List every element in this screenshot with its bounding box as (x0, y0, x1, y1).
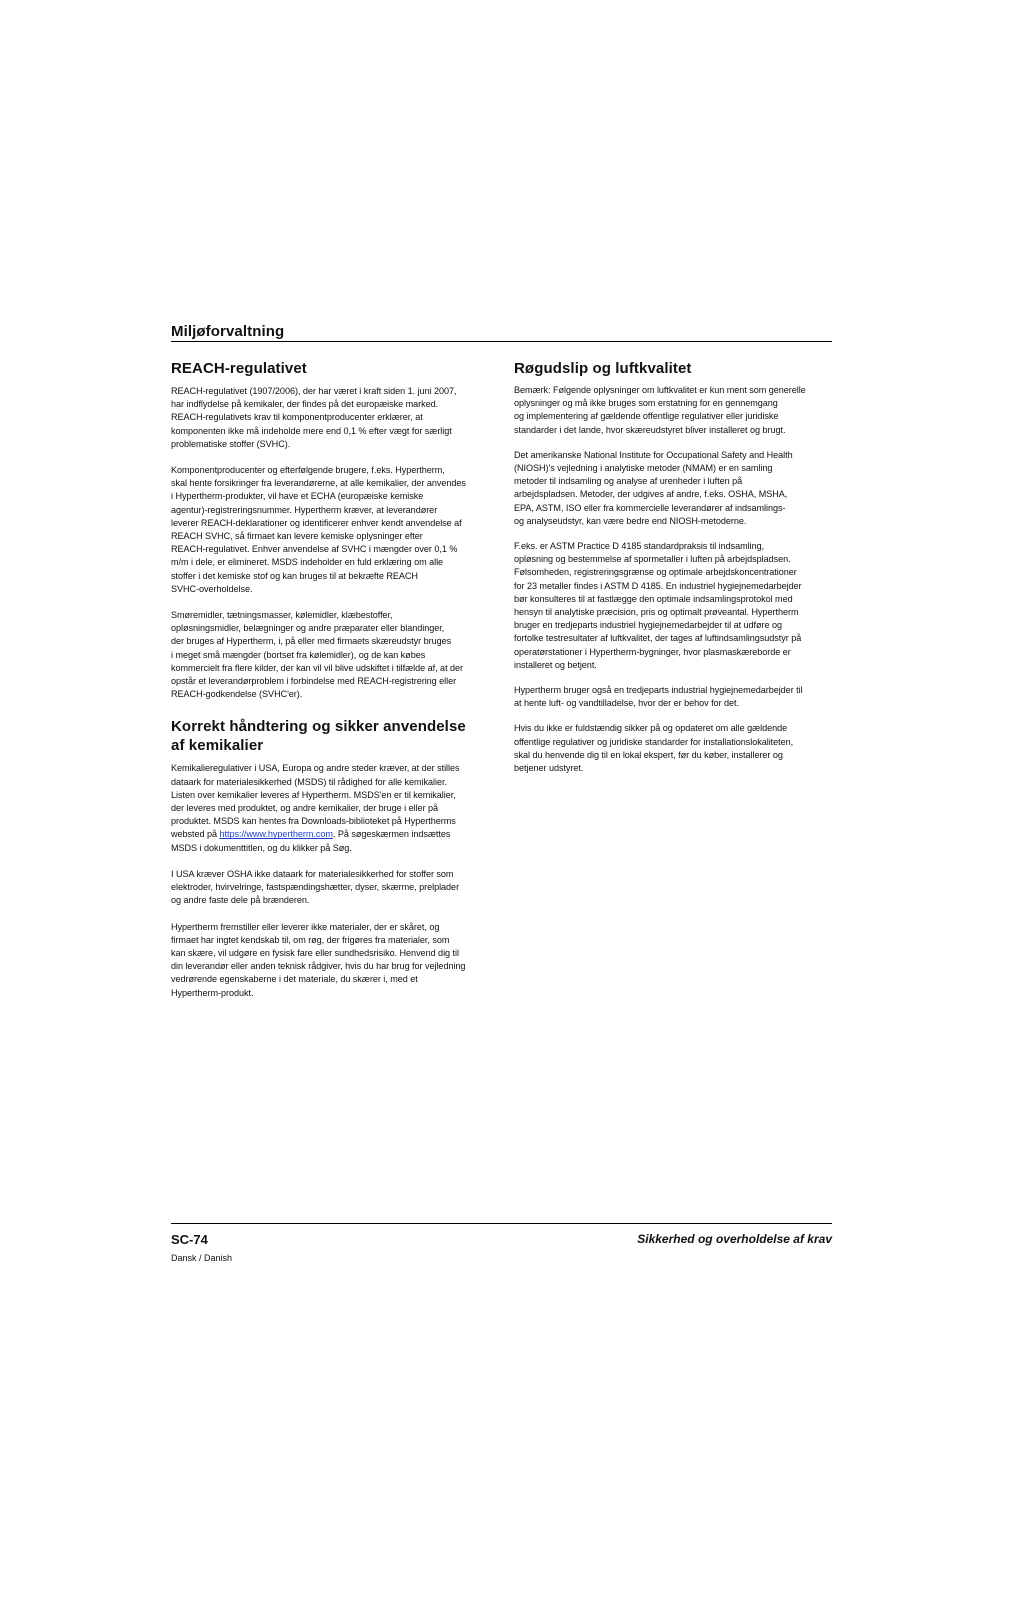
text-line-with-link (171, 828, 489, 841)
text-line: opstår et leverandørproblem i forbindelse med REACH-registrering eller (171, 676, 457, 687)
text-line: Komponentproducenter og efterfølgende brugere, f.eks. Hypertherm, (171, 465, 445, 476)
text-line: installeret og betjent. (514, 659, 597, 670)
text-line: har indflydelse på kemikaler, der findes på det europæiske marked. (171, 399, 439, 410)
fumes-paragraph-5 (514, 722, 834, 775)
text-line: REACH SVHC, så firmaet kan levere kemiske oplysninger efter (171, 531, 423, 542)
text-line: Smøremidler, tætningsmasser, kølemidler, klæbestoffer, (171, 610, 393, 621)
text-line: opløsningsmidler, belægninger og andre præparater eller blandinger, (171, 623, 445, 634)
text-line: dataark for materialesikkerhed (MSDS) til rådighed for alle kemikalier. (171, 776, 447, 787)
text-line: I USA kræver OSHA ikke dataark for materialesikkerhed for stoffer som (171, 868, 454, 879)
right-column (514, 359, 834, 787)
text-line: operatørstationer i Hypertherm-bygninger, hvor plasmaskæreborde er (514, 646, 791, 657)
fumes-paragraph-2 (514, 449, 834, 528)
text-line: produktet. MSDS kan hentes fra Downloads-biblioteket på Hypertherms (171, 816, 456, 827)
text-line: F.eks. er ASTM Practice D 4185 standardpraksis til indsamling, (514, 541, 765, 552)
text-line: Følsomheden, registreringsgrænse og optimale arbejdskoncentrationer (514, 567, 797, 578)
text-line: Hypertherm fremstiller eller leverer ikke materialer, der er skåret, og (171, 921, 440, 932)
text-line: Hypertherm bruger også en tredjeparts industrial hygiejnemedarbejder til (514, 685, 803, 696)
text-line: at hente luft- og vandtilladelse, hvor der er behov for det. (514, 698, 739, 709)
text-line: for 23 metaller findes i ASTM D 4185. En industriel hygiejnemedarbejder (514, 580, 802, 591)
text-line: REACH-regulativet (1907/2006), der har været i kraft siden 1. juni 2007, (171, 386, 457, 396)
document-title: Sikkerhed og overholdelse af krav (637, 1232, 832, 1246)
text-line: stoffer i det kemiske stof og kan bruges til at bekræfte REACH (171, 570, 418, 581)
text-line: der leveres med produktet, og andre kemikalier, der bruge i eller på (171, 803, 439, 814)
reach-paragraph-2 (171, 464, 489, 596)
text-line: Det amerikanske National Institute for Occupational Safety and Health (514, 449, 793, 460)
reach-heading: REACH-regulativet (171, 360, 307, 377)
text-line: problematiske stoffer (SVHC). (171, 438, 291, 449)
text-line: skal hente forsikringer fra leverandørerne, at alle kemikalier, der anvendes (171, 478, 466, 489)
language-label: Dansk / Danish (171, 1253, 233, 1263)
text-line: kommercielt fra flere kilder, der kan vil vil blive udskiftet i tilfælde af, at der (171, 662, 464, 673)
fumes-paragraph-1 (514, 384, 834, 437)
footer-rule (171, 1223, 832, 1224)
link-prefix: websted på (171, 829, 220, 840)
text-line: REACH-godkendelse (SVHC'er). (171, 689, 303, 700)
text-line: i meget små mængder (bortset fra kølemidler), og de kan købes (171, 649, 426, 660)
hypertherm-website-link[interactable]: https://www.hypertherm.com (219, 829, 333, 840)
text-line: komponenten ikke må indeholde mere end 0,1 % efter vægt for særligt (171, 425, 452, 436)
text-line: i Hypertherm-produkter, vil have et ECHA (europæiske kemiske (171, 491, 424, 502)
text-line: REACH-regulativet. Enhver anvendelse af SVHC i mængder over 0,1 % (171, 544, 458, 555)
text-line: din leverandør eller anden teknisk rådgiver, hvis du har brug for vejledning (171, 961, 466, 972)
page-number: SC-74 (171, 1232, 208, 1247)
heading-line: af kemikalier (171, 737, 264, 755)
text-line: agentur)-registreringsnummer. Hypertherm kræver, at leverandører (171, 504, 438, 515)
text-line: der bruges af Hypertherm, i, på eller med firmaets skæreudstyr bruges (171, 636, 452, 647)
fumes-paragraph-3 (514, 540, 834, 672)
left-column (171, 359, 489, 1013)
link-suffix: . På søgeskærmen indsættes (332, 829, 451, 840)
text-line: fortolke testresultater af luftkvalitet, der tages af luftindsamlingsudstyr på (514, 633, 802, 644)
text-line: standarder i det lande, hvor skæreudstyret bliver installeret og brugt. (514, 424, 786, 435)
text-line: Hvis du ikke er fuldstændig sikker på og opdateret om alle gældende (514, 723, 788, 734)
fumes-paragraph-4 (514, 684, 834, 710)
text-line: opløsning og bestemmelse af spormetaller i luften på arbejdspladsen. (514, 554, 791, 565)
text-line: offentlige regulativer og juridiske standarder for installationslokaliteten, (514, 736, 794, 747)
reach-paragraph-1 (171, 385, 489, 451)
text-line: og implementering af gældende offentlige regulativer eller juridiske (514, 411, 779, 422)
text-line: arbejdspladsen. Metoder, der udgives af andre, f.eks. OSHA, MSHA, (514, 489, 788, 500)
text-line: Hypertherm-produkt. (171, 987, 254, 998)
fumes-heading: Røgudslip og luftkvalitet (514, 360, 692, 377)
text-line: metoder til indsamling og analyse af urenheder i luften på (514, 476, 743, 487)
text-line: hensyn til analytiske præcision, pris og optimalt prøveantal. Hypertherm (514, 607, 799, 618)
text-line: skal du henvende dig til en lokal ekspert, før du køber, installerer og (514, 749, 783, 760)
text-line: elektroder, hvirvelringe, fastspændingshætter, dyser, skærme, prelplader (171, 882, 460, 893)
text-line: (NIOSH)'s vejledning i analytiske metoder (NMAM) er en samling (514, 463, 773, 474)
text-line: Bemærk: Følgende oplysninger om luftkvalitet er kun ment som generelle (514, 385, 806, 395)
text-line: EPA, ASTM, ISO eller fra kommercielle leverandører af indsamlings- (514, 502, 786, 513)
text-line: firmaet har ingtet kendskab til, om røg, der frigøres fra materialer, som (171, 934, 450, 945)
heading-line: Korrekt håndtering og sikker anvendelse (171, 718, 466, 736)
text-line: bruger en tredjeparts industriel hygiejnemedarbejder til at udføre og (514, 620, 783, 631)
text-line: oplysninger og må ikke bruges som erstatning for en gennemgang (514, 398, 778, 409)
chemicals-paragraph-3 (171, 921, 489, 1000)
text-line: Kemikalieregulativer i USA, Europa og andre steder kræver, at der stilles (171, 763, 460, 774)
chemicals-heading (171, 717, 489, 755)
text-line: betjener udstyret. (514, 763, 584, 774)
text-line: og andre faste dele på brænderen. (171, 895, 310, 906)
text-line: vedrørende egenskaberne i det materiale, du skærer i, med et (171, 974, 418, 985)
chemicals-paragraph-2 (171, 868, 489, 908)
text-line: MSDS i dokumenttitlen, og du klikker på Søg. (171, 842, 352, 853)
text-line: m/m i dele, er elimineret. MSDS indeholder en fuld erklæring om alle (171, 557, 444, 568)
text-line: kan skære, vil udgøre en fysisk fare eller sundhedsrisiko. Henvend dig til (171, 947, 459, 958)
reach-paragraph-3 (171, 609, 489, 701)
text-line: leverer REACH-deklarationer og identificerer enhver kendt anvendelse af (171, 517, 462, 528)
chemicals-paragraph-1 (171, 762, 489, 854)
text-line: SVHC-overholdelse. (171, 583, 253, 594)
text-line: og analyseudstyr, kan være bedre end NIOSH-metoderne. (514, 515, 747, 526)
text-line: bør konsulteres til at fastlægge den optimale indsamlingsprotokol med (514, 593, 793, 604)
header-rule (171, 341, 832, 342)
text-line: REACH-regulativets krav til komponentproducenter erklærer, at (171, 412, 423, 423)
section-title: Miljøforvaltning (171, 323, 285, 340)
text-line: Listen over kemikalier leveres af Hypertherm. MSDS'en er til kemikalier, (171, 789, 456, 800)
